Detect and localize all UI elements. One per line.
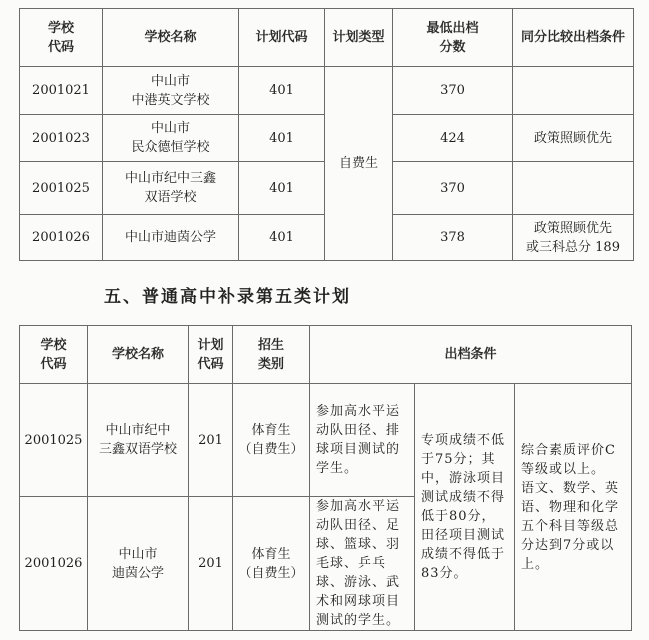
header-school-code: 学校 代码: [20, 9, 103, 67]
header-admission-conditions: 出档条件: [310, 326, 632, 384]
school-code: 2001026: [20, 497, 88, 631]
min-score: 370: [393, 162, 513, 215]
enrollment-category: 体育生 （自费生）: [233, 497, 310, 631]
min-score: 378: [393, 215, 513, 261]
table1-header-row: [20, 9, 634, 67]
plan-code: 201: [189, 384, 233, 497]
header-plan-code: 计划代码: [239, 9, 325, 67]
header-min-score: 最低出档 分数: [393, 9, 513, 67]
plan-code: 201: [189, 497, 233, 631]
school-name: 中山市 迪茵公学: [88, 497, 189, 631]
test-requirement: 参加高水平运动队田径、足球、篮球、羽毛球、乒乓球、游泳、武术和网球项目测试的学生。: [310, 497, 415, 631]
school-code: 2001025: [20, 162, 103, 215]
general-condition: 综合素质评价C等级或以上。 语文、数学、英语、物理和化学五个科目等级总分达到7分或以上。: [515, 384, 632, 631]
plan-code: 401: [239, 115, 325, 162]
min-score: 424: [393, 115, 513, 162]
plan-type: 自费生: [325, 67, 393, 261]
school-name: 中山市 民众德恒学校: [103, 115, 239, 162]
enrollment-category: 体育生 （自费生）: [233, 384, 310, 497]
plan-code: 401: [239, 67, 325, 115]
tie-condition: [513, 67, 634, 115]
tie-condition: 政策照顾优先 或三科总分 189: [513, 215, 634, 261]
tie-condition: 政策照顾优先: [513, 115, 634, 162]
table2-header-row: [20, 326, 632, 384]
header-enrollment-category: 招生 类别: [233, 326, 310, 384]
section-title: 五、普通高中补录第五类计划: [104, 287, 351, 307]
table-row: [20, 67, 634, 115]
min-score: 370: [393, 67, 513, 115]
school-code: 2001023: [20, 115, 103, 162]
admission-table-1: [19, 8, 634, 261]
school-code: 2001021: [20, 67, 103, 115]
header-plan-type: 计划类型: [325, 9, 393, 67]
school-name: 中山市 中港英文学校: [103, 67, 239, 115]
specialty-score-condition: 专项成绩不低于75分；其中，游泳项目测试成绩不得低于80分，田径项目测试成绩不得低于83分。: [415, 384, 515, 631]
tie-condition: [513, 162, 634, 215]
plan-code: 401: [239, 215, 325, 261]
plan-code: 401: [239, 162, 325, 215]
school-code: 2001025: [20, 384, 88, 497]
header-school-name: 学校名称: [88, 326, 189, 384]
school-name: 中山市纪中三鑫 双语学校: [103, 162, 239, 215]
school-name: 中山市纪中 三鑫双语学校: [88, 384, 189, 497]
header-school-code: 学校 代码: [20, 326, 88, 384]
school-name: 中山市迪茵公学: [103, 215, 239, 261]
test-requirement: 参加高水平运动队田径、排球项目测试的学生。: [310, 384, 415, 497]
table-row: [20, 384, 632, 497]
header-plan-code: 计划 代码: [189, 326, 233, 384]
header-tie-condition: 同分比较出档条件: [513, 9, 634, 67]
header-school-name: 学校名称: [103, 9, 239, 67]
admission-table-2: [19, 325, 632, 631]
school-code: 2001026: [20, 215, 103, 261]
